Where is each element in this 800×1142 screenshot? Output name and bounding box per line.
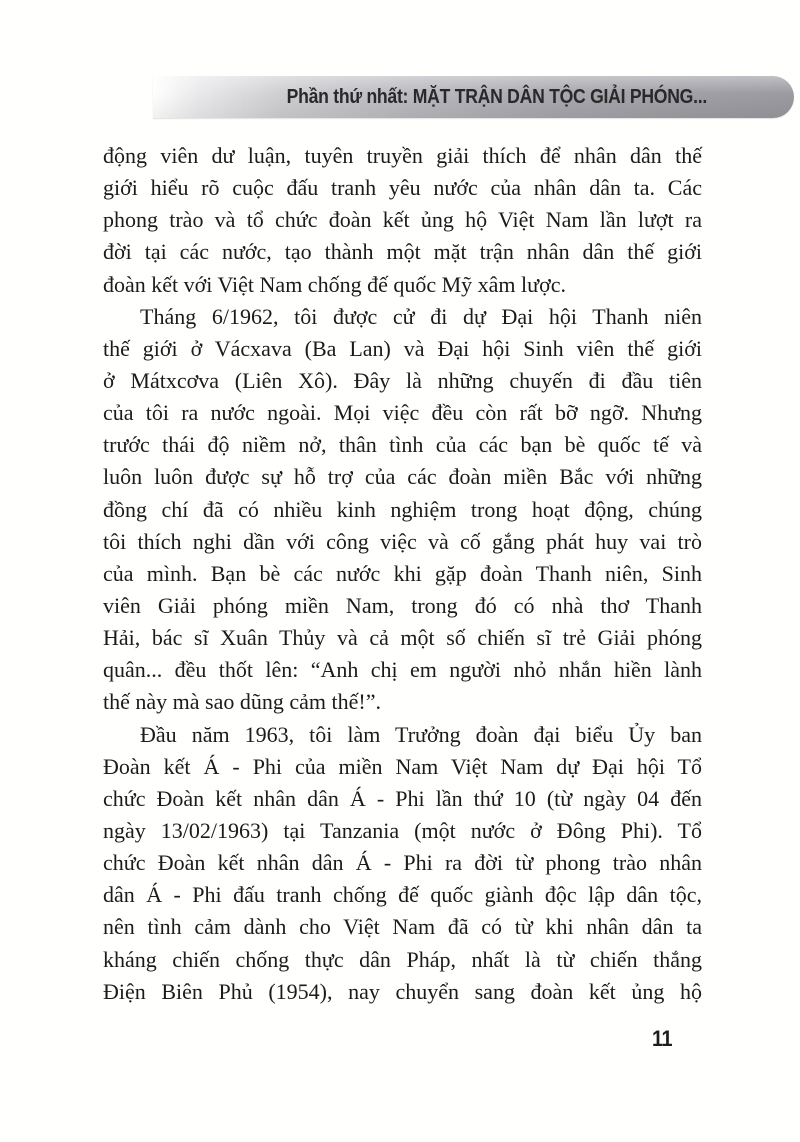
text-line: ở Mátxcơva (Liên Xô). Đây là những chuyến đi đầu tiên (103, 367, 702, 393)
text-line: viên Giải phóng miền Nam, trong đó có nhà thơ Thanh (103, 592, 702, 618)
text-line: tôi thích nghi dần với công việc và cố gắng phát huy vai trò (103, 528, 702, 554)
paragraph (103, 301, 702, 719)
text-line: nên tình cảm dành cho Việt Nam đã có từ khi nhân dân ta (103, 914, 702, 940)
text-line: đời tại các nước, tạo thành một mặt trận nhân dân thế giới (103, 239, 702, 265)
text-line: kháng chiến chống thực dân Pháp, nhất là từ chiến thắng (103, 946, 702, 972)
text-line: phong trào và tổ chức đoàn kết ủng hộ Việt Nam lần lượt ra (103, 207, 702, 233)
running-header-title: Phần thứ nhất: MẶT TRẬN DÂN TỘC GIẢI PHÓNG... (286, 85, 707, 108)
running-header-bar (153, 76, 794, 118)
text-line: chức Đoàn kết nhân dân Á - Phi lần thứ 10 (từ ngày 04 đến (103, 785, 702, 811)
text-line: ngày 13/02/1963) tại Tanzania (một nước ở Đông Phi). Tổ (103, 817, 702, 843)
text-line: trước thái độ niềm nở, thân tình của các bạn bè quốc tế và (103, 432, 702, 458)
text-line: dân Á - Phi đấu tranh chống đế quốc giành độc lập dân tộc, (103, 882, 702, 908)
text-line: luôn luôn được sự hỗ trợ của các đoàn miền Bắc với những (103, 464, 702, 490)
text-line: thế giới ở Vácxava (Ba Lan) và Đại hội Sinh viên thế giới (103, 335, 702, 361)
paragraph (103, 140, 702, 301)
text-line: Điện Biên Phủ (1954), nay chuyển sang đoàn kết ủng hộ (103, 978, 702, 1004)
paragraph (103, 719, 702, 1008)
text-line: quân... đều thốt lên: “Anh chị em người nhỏ nhắn hiền lành (103, 657, 702, 683)
text-line: động viên dư luận, tuyên truyền giải thích để nhân dân thế (103, 143, 702, 168)
text-line: của mình. Bạn bè các nước khi gặp đoàn Thanh niên, Sinh (103, 560, 702, 586)
text-line: Tháng 6/1962, tôi được cử đi dự Đại hội Thanh niên (140, 303, 702, 329)
text-line: Đầu năm 1963, tôi làm Trưởng đoàn đại biểu Ủy ban (140, 721, 702, 747)
page-body (103, 140, 702, 1008)
text-line: của tôi ra nước ngoài. Mọi việc đều còn rất bỡ ngỡ. Nhưng (103, 400, 702, 426)
page-number: 11 (652, 1026, 673, 1051)
text-line: Hải, bác sĩ Xuân Thủy và cả một số chiến sĩ trẻ Giải phóng (103, 625, 702, 651)
text-line: thế này mà sao dũng cảm thế!”. (103, 689, 381, 715)
text-line: Đoàn kết Á - Phi của miền Nam Việt Nam dự Đại hội Tổ (103, 753, 702, 779)
text-line: giới hiểu rõ cuộc đấu tranh yêu nước của nhân dân ta. Các (103, 175, 702, 201)
text-line: đồng chí đã có nhiều kinh nghiệm trong hoạt động, chúng (103, 496, 702, 522)
text-line: đoàn kết với Việt Nam chống đế quốc Mỹ xâm lược. (103, 271, 566, 297)
text-line: chức Đoàn kết nhân dân Á - Phi ra đời từ phong trào nhân (103, 850, 702, 876)
